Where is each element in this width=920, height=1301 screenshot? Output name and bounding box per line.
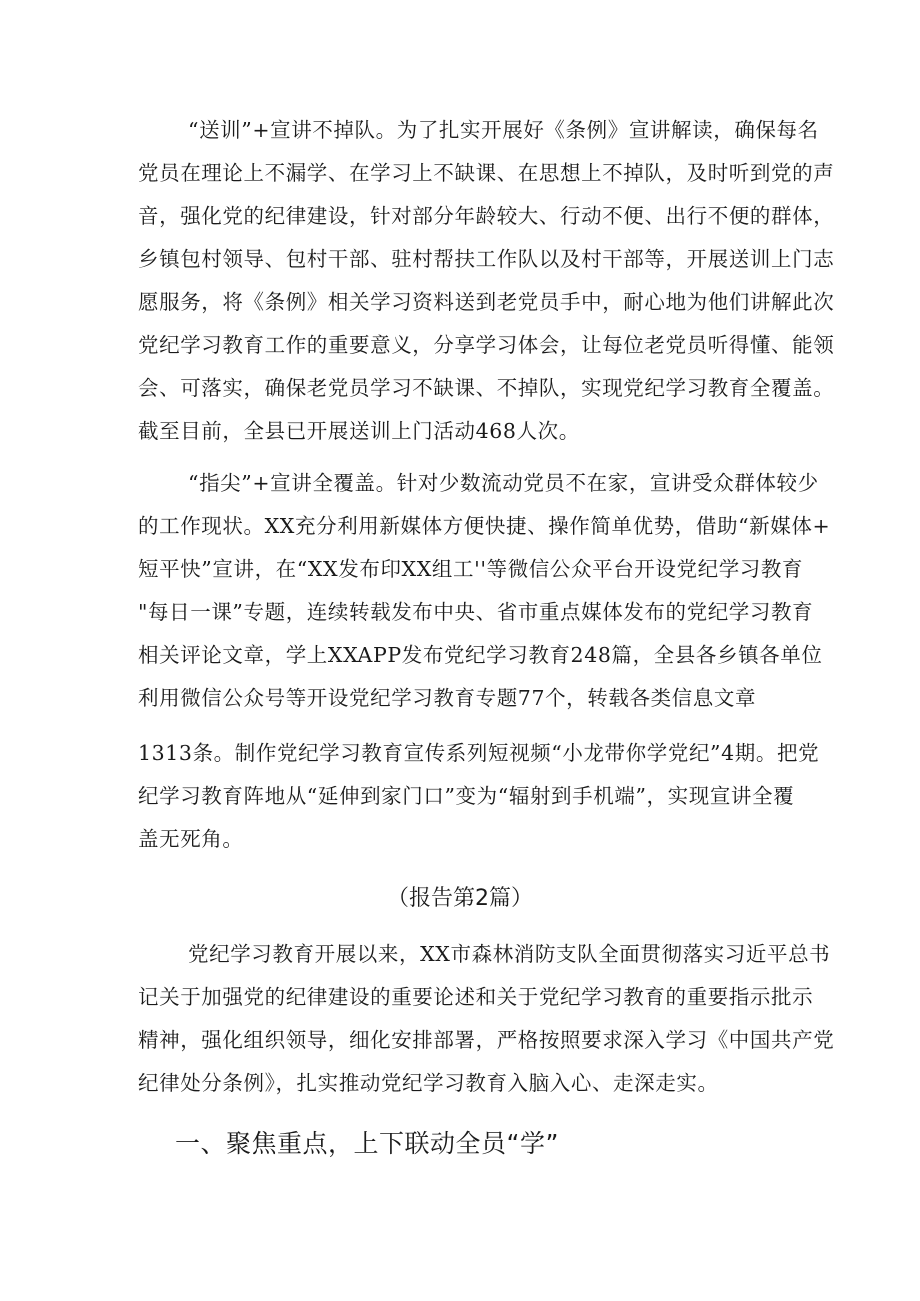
paragraph-2-line-2: 的工作现状。XX充分利用新媒体方便快捷、操作简单优势，借助“新媒体+ xyxy=(138,514,831,538)
paragraph-3-line-1: 1313条。制作党纪学习教育宣传系列短视频“小龙带你学党纪”4期。把党 xyxy=(138,741,820,765)
paragraph-2-line-3: 短平快”宣讲，在“XX发布印XX组工''等微信公众平台开设党纪学习教育 xyxy=(138,557,804,581)
paragraph-2-line-6: 利用微信公众号等开设党纪学习教育专题77个，转载各类信息文章 xyxy=(138,686,757,710)
paragraph-4-line-4: 纪律处分条例》，扎实推动党纪学习教育入脑入心、走深走实。 xyxy=(138,1071,719,1095)
paragraph-4-line-1: 党纪学习教育开展以来，XX市森林消防支队全面贯彻落实习近平总书 xyxy=(188,942,831,966)
paragraph-2-line-1: “指尖”+宣讲全覆盖。针对少数流动党员不在家，宣讲受众群体较少 xyxy=(188,471,819,495)
paragraph-1-line-3: 音，强化党的纪律建设，针对部分年龄较大、行动不便、出行不便的群体， xyxy=(138,204,835,228)
paragraph-1-line-5: 愿服务，将《条例》相关学习资料送到老党员手中，耐心地为他们讲解此次 xyxy=(138,290,835,314)
paragraph-4-line-2: 记关于加强党的纪律建设的重要论述和关于党纪学习教育的重要指示批示 xyxy=(138,985,814,1009)
paragraph-1-line-1: “送训”+宣讲不掉队。为了扎实开展好《条例》宣讲解读，确保每名 xyxy=(188,118,819,142)
paragraph-1-line-2: 党员在理论上不漏学、在学习上不缺课、在思想上不掉队，及时听到党的声 xyxy=(138,161,835,185)
paragraph-1-line-8: 截至目前，全县已开展送训上门活动468人次。 xyxy=(138,419,580,443)
paragraph-3-line-3: 盖无死角。 xyxy=(138,827,244,851)
paragraph-4-line-3: 精神，强化组织领导，细化安排部署，严格按照要求深入学习《中国共产党 xyxy=(138,1028,835,1052)
report-heading: （报告第2篇） xyxy=(387,886,533,911)
paragraph-1-line-6: 党纪学习教育工作的重要意义，分享学习体会，让每位老党员听得懂、能领 xyxy=(138,333,835,357)
paragraph-2-line-5: 相关评论文章，学上XXAPP发布党纪学习教育248篇，全县各乡镇各单位 xyxy=(138,643,823,667)
section-title: 一、聚焦重点，上下联动全员“学” xyxy=(175,1129,559,1158)
paragraph-1-line-4: 乡镇包村领导、包村干部、驻村帮扶工作队以及村干部等，开展送训上门志 xyxy=(138,247,835,271)
paragraph-3-line-2: 纪学习教育阵地从“延伸到家门口”变为“辐射到手机端”，实现宣讲全覆 xyxy=(138,784,795,808)
paragraph-2-line-4: "每日一课”专题，连续转载发布中央、省市重点媒体发布的党纪学习教育 xyxy=(138,600,814,624)
paragraph-1-line-7: 会、可落实，确保老党员学习不缺课、不掉队，实现党纪学习教育全覆盖。 xyxy=(138,376,835,400)
